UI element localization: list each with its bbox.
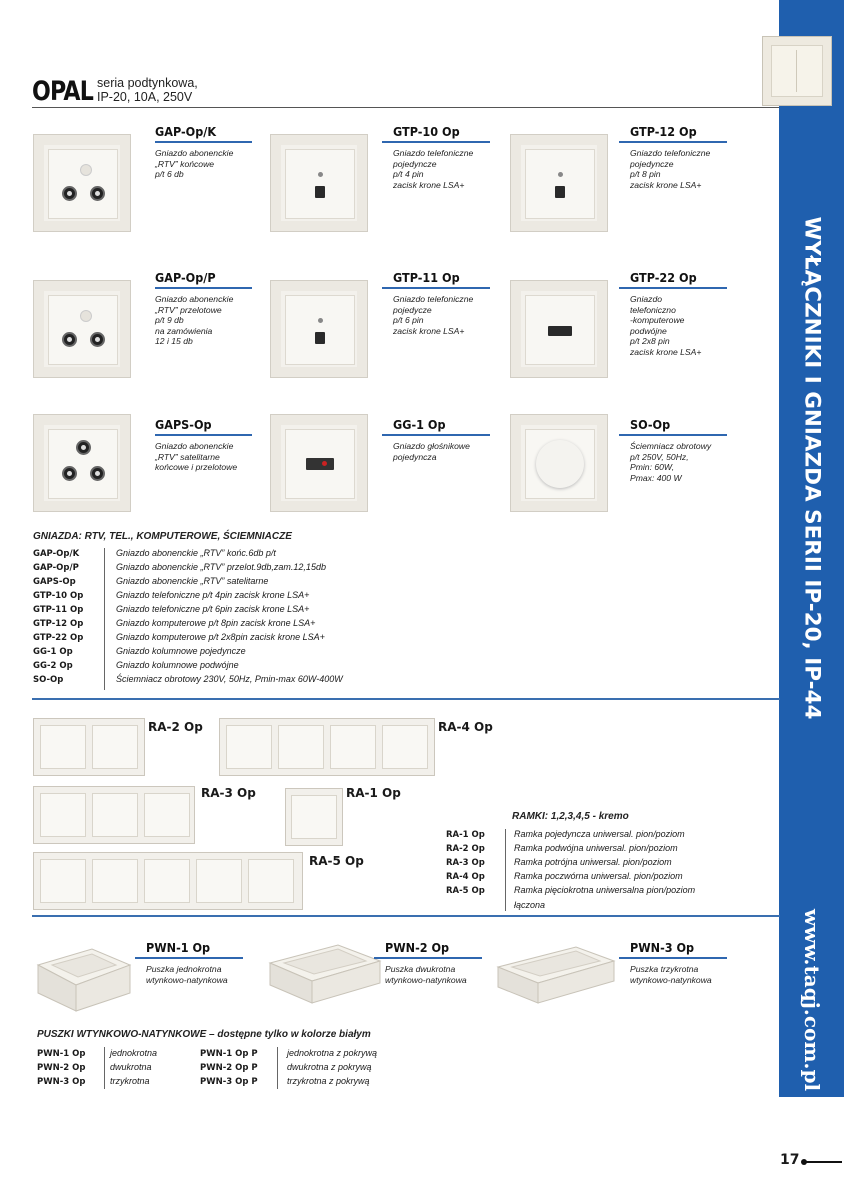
table-code: GAP-Op/K [33, 549, 80, 559]
page-number: 17 [780, 1152, 800, 1168]
table-separator [104, 548, 105, 690]
table-desc: dwukrotna z pokrywą [287, 1062, 372, 1072]
frame-label: RA-3 Op [201, 786, 256, 800]
table-code: RA-3 Op [446, 858, 485, 868]
page-number-rule [804, 1161, 842, 1163]
product-code: GAP-Op/P [155, 270, 216, 285]
product-desc: Gniazdo telefoniczno -komputerowe podwójne p/t 2x8 pin zacisk krone LSA+ [630, 294, 702, 357]
product-code: GTP-11 Op [393, 270, 460, 285]
table-desc: trzykrotna [110, 1076, 150, 1086]
product-desc: Puszka jednokrotna wtynkowo-natynkowa [146, 964, 228, 985]
table-code: GAPS-Op [33, 577, 76, 587]
product-desc: Gniazdo telefoniczne pojedyncze p/t 8 pin zacisk krone LSA+ [630, 148, 711, 190]
frame-image-ra-2 [33, 718, 145, 776]
series-line-1: seria podtynkowa, [97, 76, 198, 90]
table-desc: Ramka poczwórna uniwersal. pion/poziom [514, 871, 683, 881]
product-desc: Ściemniacz obrotowy p/t 250V, 50Hz, Pmin: 60W, Pmax: 400 W [630, 441, 712, 483]
brand-logo: OPAL [32, 76, 93, 107]
table-desc: Ściemniacz obrotowy 230V, 50Hz, Pmin-max 60W-400W [116, 674, 343, 684]
table-code: PWN-1 Op P [200, 1049, 258, 1059]
product-underline [135, 957, 243, 959]
table-code: PWN-1 Op [37, 1049, 86, 1059]
sockets-table-title: GNIAZDA: RTV, TEL., KOMPUTEROWE, ŚCIEMNIACZE [33, 531, 292, 542]
frame-label: RA-5 Op [309, 854, 364, 868]
table-code: GTP-10 Op [33, 591, 84, 601]
section-divider [32, 915, 780, 917]
product-image-gtp-10 [270, 134, 368, 232]
product-underline [619, 141, 727, 143]
table-code: GG-2 Op [33, 661, 73, 671]
table-desc: Ramka potrójna uniwersal. pion/poziom [514, 857, 672, 867]
table-code: RA-5 Op [446, 886, 485, 896]
product-image-gap-op-p [33, 280, 131, 378]
table-desc: Ramka podwójna uniwersal. pion/poziom [514, 843, 678, 853]
product-underline [382, 287, 490, 289]
product-code: GAPS-Op [155, 417, 212, 432]
table-code: PWN-2 Op [37, 1063, 86, 1073]
series-subtitle [97, 76, 198, 104]
product-desc: Gniazdo abonenckie „RTV” przelotowe p/t 9 db na zamówienia 12 i 15 db [155, 294, 234, 346]
product-underline [155, 434, 252, 436]
product-underline [619, 287, 727, 289]
product-underline [155, 141, 252, 143]
section-divider [32, 698, 780, 700]
product-desc: Gniazdo głośnikowe pojedyncza [393, 441, 470, 462]
product-underline [619, 957, 727, 959]
product-underline [619, 434, 727, 436]
table-desc: Gniazdo kolumnowe podwójne [116, 660, 239, 670]
table-separator [104, 1047, 105, 1089]
table-code: RA-4 Op [446, 872, 485, 882]
product-image-gtp-11 [270, 280, 368, 378]
frame-image-ra-4 [219, 718, 435, 776]
product-image-gg-1 [270, 414, 368, 512]
table-separator [505, 829, 506, 911]
table-code: PWN-3 Op [37, 1077, 86, 1087]
table-code: GG-1 Op [33, 647, 73, 657]
header-divider [32, 107, 780, 108]
table-desc: Gniazdo kolumnowe pojedyncze [116, 646, 246, 656]
table-desc: Ramka pięciokrotna uniwersalna pion/poziom [514, 885, 696, 895]
table-desc: Gniazdo abonenckie „RTV” satelitarne [116, 576, 269, 586]
boxes-table-title: PUSZKI WTYNKOWO-NATYNKOWE – dostępne tylko w kolorze białym [37, 1029, 371, 1040]
product-desc: Gniazdo abonenckie „RTV” końcowe p/t 6 db [155, 148, 234, 179]
box-image-pwn-3 [494, 941, 618, 1007]
product-image-gtp-12 [510, 134, 608, 232]
table-code: RA-2 Op [446, 844, 485, 854]
product-code: PWN-1 Op [146, 940, 211, 955]
table-code: GTP-11 Op [33, 605, 84, 615]
box-image-pwn-1 [34, 937, 134, 1015]
product-code: SO-Op [630, 417, 671, 432]
box-image-pwn-2 [266, 937, 384, 1007]
table-desc: Gniazdo abonenckie „RTV” przelot.9db,zam.12,15db [116, 562, 326, 572]
product-desc: Gniazdo telefoniczne pojedyncze p/t 4 pin zacisk krone LSA+ [393, 148, 474, 190]
frames-table-title: RAMKI: 1,2,3,4,5 - kremo [512, 811, 629, 822]
table-code: PWN-3 Op P [200, 1077, 258, 1087]
page-number-dot [801, 1159, 807, 1165]
website-url: www.taqj.com.pl [799, 908, 824, 1092]
table-desc: jednokrotna z pokrywą [287, 1048, 378, 1058]
table-code: PWN-2 Op P [200, 1063, 258, 1073]
table-desc: Gniazdo komputerowe p/t 2x8pin zacisk krone LSA+ [116, 632, 325, 642]
frame-image-ra-1 [285, 788, 343, 846]
product-code: GTP-12 Op [630, 124, 697, 139]
frame-image-ra-5 [33, 852, 303, 910]
product-image-gaps-op [33, 414, 131, 512]
table-code: SO-Op [33, 675, 64, 685]
table-desc: Gniazdo komputerowe p/t 8pin zacisk krone LSA+ [116, 618, 316, 628]
product-underline [382, 141, 490, 143]
product-code: PWN-2 Op [385, 940, 450, 955]
series-line-2: IP-20, 10A, 250V [97, 90, 193, 104]
product-image-gtp-22 [510, 280, 608, 378]
product-code: GG-1 Op [393, 417, 446, 432]
frame-label: RA-4 Op [438, 720, 493, 734]
table-desc-continued: łączona [514, 900, 546, 910]
frame-label: RA-2 Op [148, 720, 203, 734]
product-image-so-op [510, 414, 608, 512]
table-desc: Gniazdo telefoniczne p/t 4pin zacisk krone LSA+ [116, 590, 310, 600]
product-image-gap-op-k [33, 134, 131, 232]
table-code: RA-1 Op [446, 830, 485, 840]
product-desc: Gniazdo telefoniczne pojedycze p/t 6 pin zacisk krone LSA+ [393, 294, 474, 336]
frame-image-ra-3 [33, 786, 195, 844]
product-code: GAP-Op/K [155, 124, 217, 139]
table-separator [277, 1047, 278, 1089]
product-desc: Puszka trzykrotna wtynkowo-natynkowa [630, 964, 712, 985]
frame-label: RA-1 Op [346, 786, 401, 800]
product-code: GTP-22 Op [630, 270, 697, 285]
product-code: PWN-3 Op [630, 940, 695, 955]
table-desc: trzykrotna z pokrywą [287, 1076, 370, 1086]
table-code: GTP-12 Op [33, 619, 84, 629]
table-desc: Gniazdo telefoniczne p/t 6pin zacisk krone LSA+ [116, 604, 310, 614]
table-desc: dwukrotna [110, 1062, 152, 1072]
table-code: GAP-Op/P [33, 563, 79, 573]
table-code: GTP-22 Op [33, 633, 84, 643]
product-underline [374, 957, 482, 959]
product-underline [382, 434, 490, 436]
product-desc: Puszka dwukrotna wtynkowo-natynkowa [385, 964, 467, 985]
table-desc: Gniazdo abonenckie „RTV” końc.6db p/t [116, 548, 276, 558]
table-desc: Ramka pojedyncza uniwersal. pion/poziom [514, 829, 685, 839]
product-code: GTP-10 Op [393, 124, 460, 139]
switch-thumbnail [762, 36, 832, 106]
sidebar-band [779, 0, 844, 1097]
table-desc: jednokrotna [110, 1048, 158, 1058]
product-desc: Gniazdo abonenckie „RTV” satelitarne końcowe i przelotowe [155, 441, 238, 472]
product-underline [155, 287, 252, 289]
sidebar-title: WYŁĄCZNIKI I GNIAZDA SERII IP-20, IP-44 [799, 216, 824, 720]
